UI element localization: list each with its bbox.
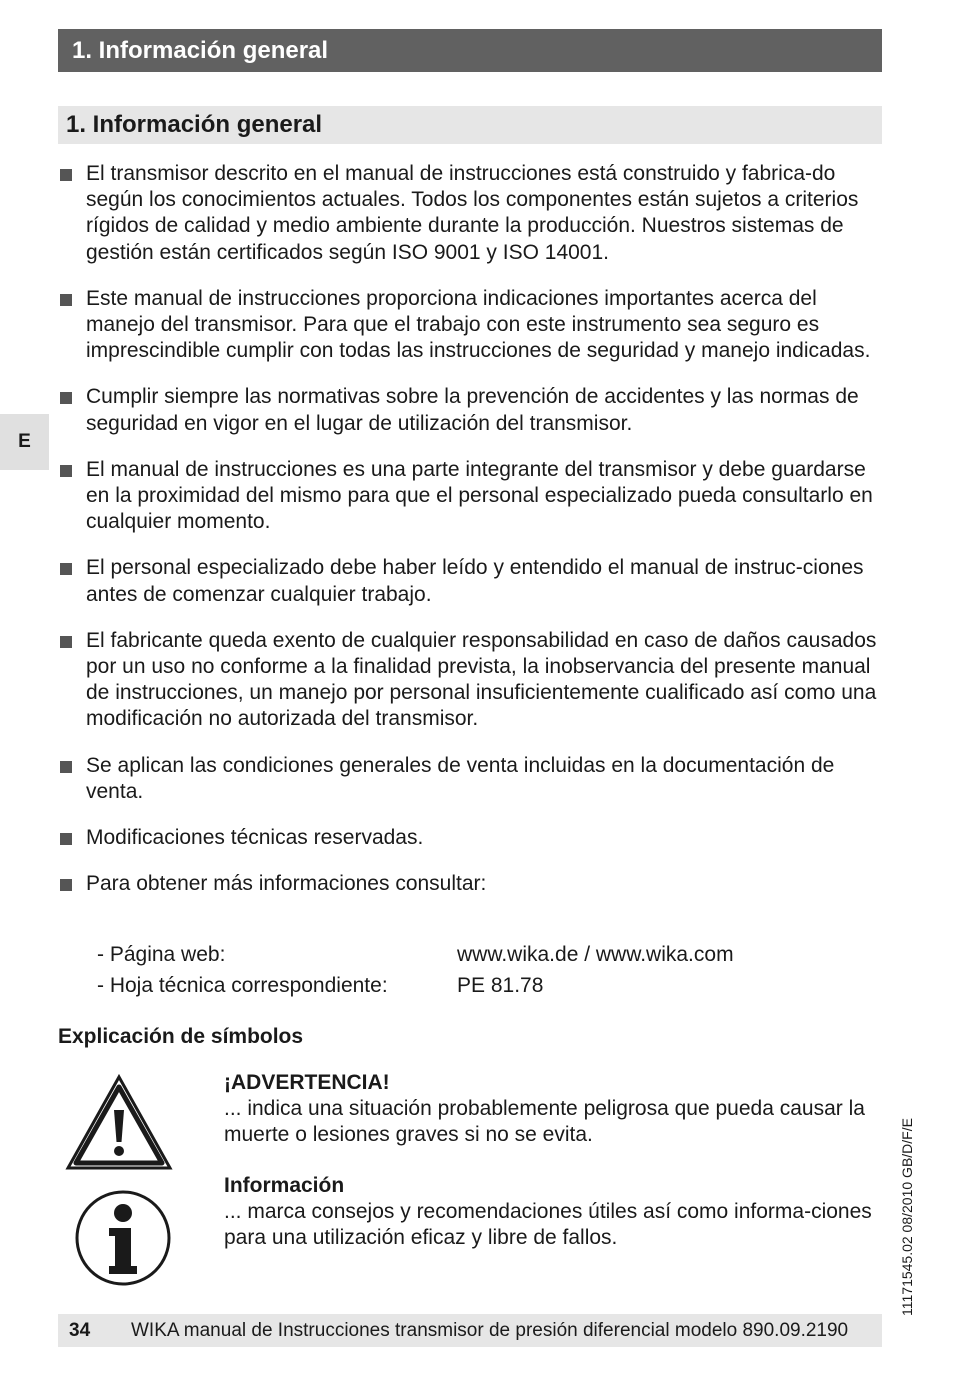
info-circle-icon	[73, 1188, 173, 1288]
page-number: 34	[69, 1319, 91, 1341]
chapter-header: 1. Información general	[58, 29, 882, 72]
list-item-text: Para obtener más informaciones consultar:	[86, 872, 487, 896]
list-item	[58, 161, 888, 266]
list-item	[58, 555, 888, 607]
list-item	[58, 753, 888, 805]
footer-text: WIKA manual de Instrucciones transmisor de presión diferencial modelo 890.09.2190	[131, 1319, 849, 1341]
bullet-list	[58, 161, 888, 917]
page-footer	[58, 1314, 882, 1347]
bullet-square-icon	[60, 465, 72, 477]
bullet-square-icon	[60, 833, 72, 845]
warning-text: ... indica una situación probablemente peligrosa que pueda causar la muerte o lesiones graves si no se evita.	[224, 1097, 865, 1146]
list-item-text: Cumplir siempre las normativas sobre la prevención de accidentes y las normas de seguridad en vigor en el lugar de utilización del transmisor.	[86, 385, 859, 435]
bullet-square-icon	[60, 392, 72, 404]
website-link[interactable]: www.wika.de / www.wika.com	[457, 943, 734, 966]
list-item-text: Modificaciones técnicas reservadas.	[86, 826, 424, 850]
bullet-square-icon	[60, 879, 72, 891]
list-item	[58, 457, 888, 536]
list-item-text: Este manual de instrucciones proporciona indicaciones importantes acerca del manejo del transmisor. Para que el trabajo con este instrumento sea seguro es imprescindible cumplir con todas las instrucciones de seguridad y manejo indicadas.	[86, 286, 871, 363]
reference-links	[97, 939, 734, 1001]
list-item-text: El transmisor descrito en el manual de instrucciones está construido y fabrica-do según los conocimientos actuales. Todos los componentes están sujetos a criterios rígidos de calidad y medio ambiente durante la producción. Nuestros sistemas de gestión están certificados según ISO 9001 y ISO 14001.	[86, 162, 859, 264]
link-label: - Página web:	[97, 943, 226, 966]
list-item-text: El personal especializado debe haber leído y entendido el manual de instruc-ciones antes de comenzar cualquier trabajo.	[86, 556, 864, 606]
bullet-square-icon	[60, 294, 72, 306]
warning-title: ¡ADVERTENCIA!	[224, 1071, 390, 1094]
bullet-square-icon	[60, 169, 72, 181]
datasheet-value: PE 81.78	[457, 974, 544, 997]
bullet-square-icon	[60, 636, 72, 648]
bullet-square-icon	[60, 761, 72, 773]
list-item-text: Se aplican las condiciones generales de venta incluidas en la documentación de venta.	[86, 753, 835, 803]
list-item	[58, 384, 888, 436]
language-tab: E	[0, 414, 49, 470]
warning-explanation	[224, 1070, 874, 1148]
document-code: 11171545.02 08/2010 GB/D/F/E	[899, 1118, 915, 1316]
symbols-heading: Explicación de símbolos	[58, 1025, 304, 1048]
list-item-text: El fabricante queda exento de cualquier responsabilidad en caso de daños causados por un uso no conforme a la finalidad prevista, la inobservancia del presente manual de instrucciones, un manejo por personal insuficientemente cualificado así como una modificación no autorizada del transmisor.	[86, 628, 877, 731]
list-item	[58, 871, 888, 897]
link-row-datasheet	[97, 970, 734, 1001]
info-explanation	[224, 1173, 874, 1251]
bullet-square-icon	[60, 563, 72, 575]
link-row-website	[97, 939, 734, 970]
info-title: Información	[224, 1174, 345, 1197]
link-label: - Hoja técnica correspondiente:	[97, 974, 388, 997]
section-title: 1. Información general	[58, 106, 882, 144]
list-item-text: El manual de instrucciones es una parte integrante del transmisor y debe guardarse en la proximidad del mismo para que el personal especializado pueda consultarlo en cualquier momento.	[86, 457, 873, 534]
list-item	[58, 286, 888, 365]
list-item	[58, 628, 888, 733]
list-item	[58, 825, 888, 851]
info-text: ... marca consejos y recomendaciones útiles así como informa-ciones para una utilización eficaz y libre de fallos.	[224, 1200, 872, 1249]
warning-triangle-icon	[64, 1072, 174, 1172]
